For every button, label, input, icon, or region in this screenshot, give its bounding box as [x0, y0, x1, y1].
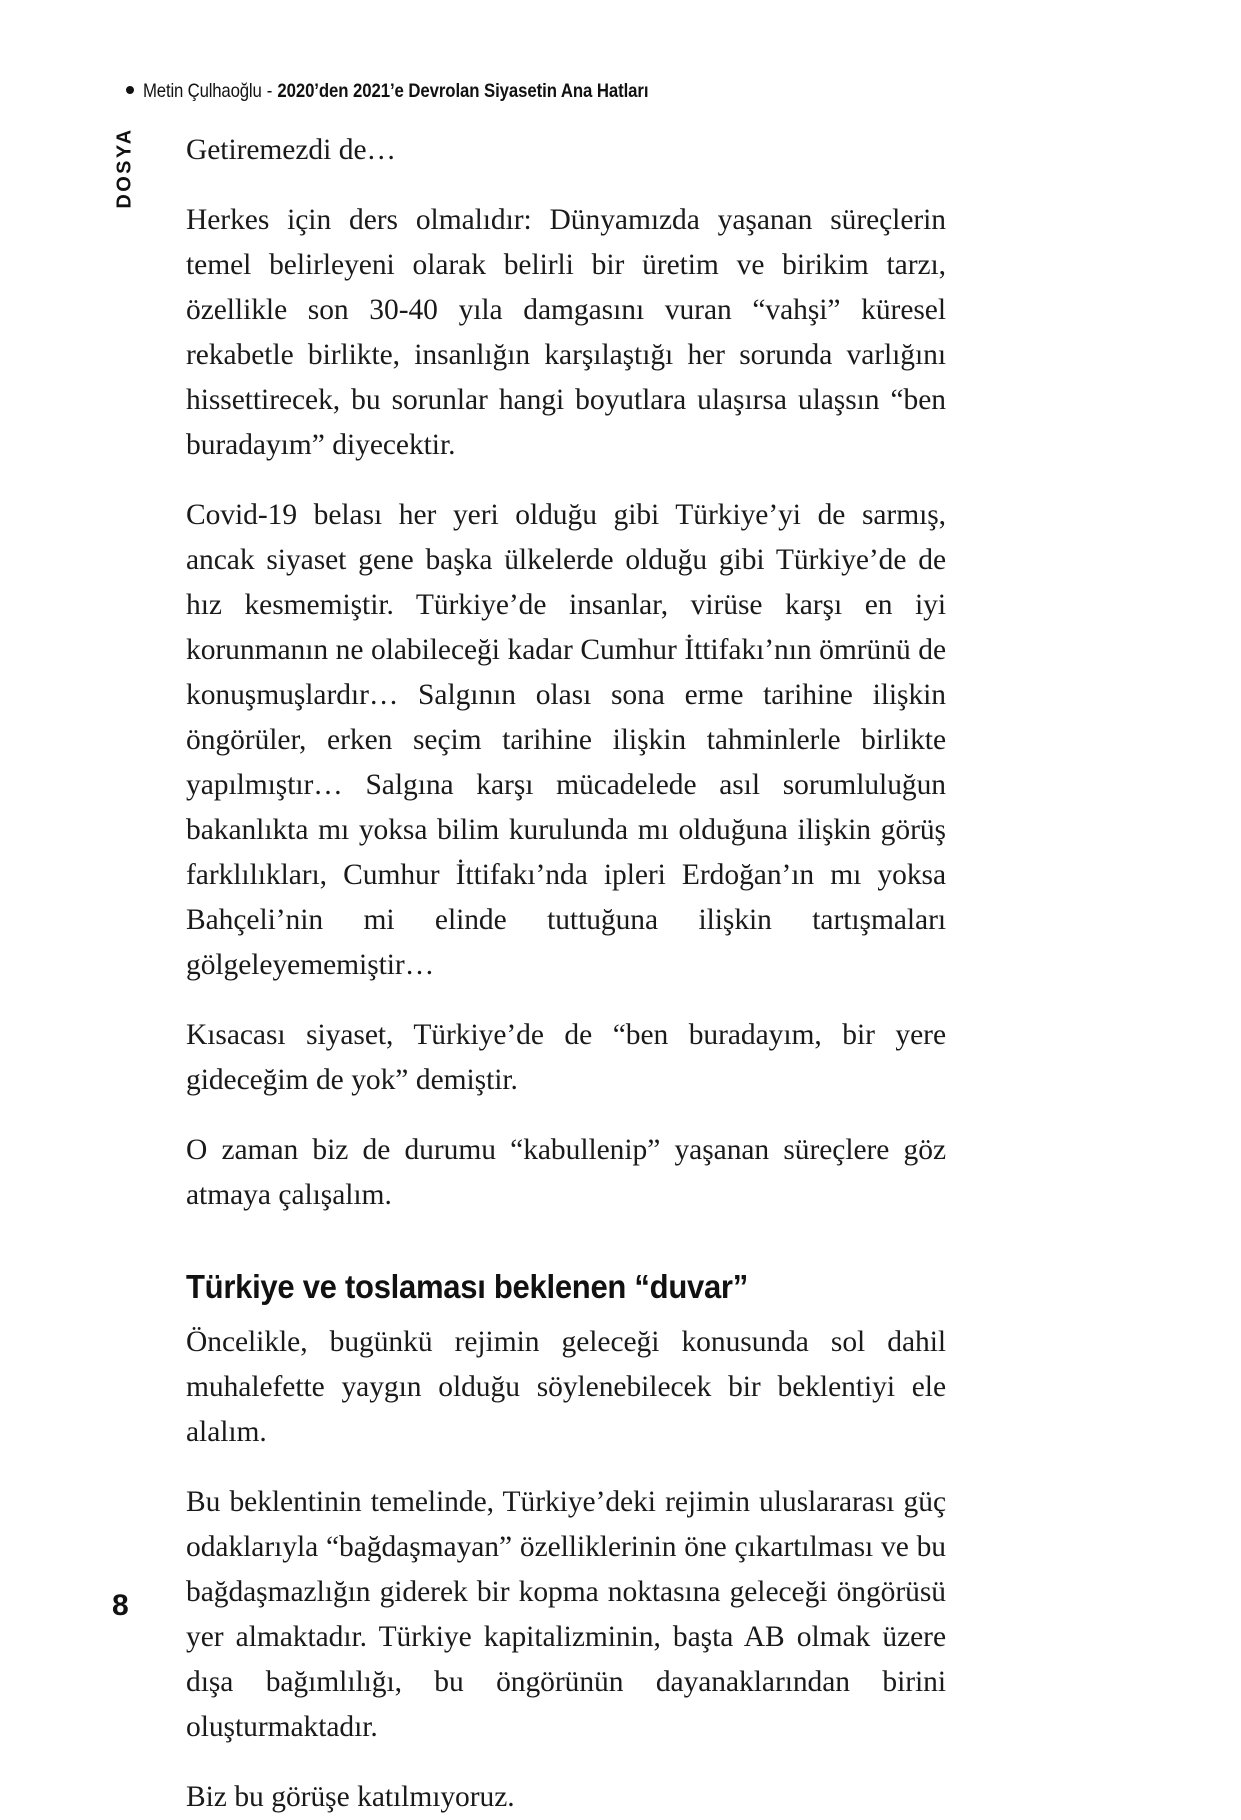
running-header-text [143, 80, 648, 103]
paragraph: O zaman biz de durumu “kabullenip” yaşanan süreçlere göz atmaya çalışalım. [186, 1134, 946, 1211]
paragraph: Kısacası siyaset, Türkiye’de de “ben buradayım, bir yere gideceğim de yok” demiştir. [186, 1019, 946, 1096]
section-tab [108, 108, 142, 228]
paragraph: Herkes için ders olmalıdır: Dünyamızda yaşanan süreçlerin temel belirleyeni olarak belirli bir üretim ve birikim tarzı, özellikle son 30-40 yıla damgasını vuran “vahşi” küresel rekabetle birlikte, insanlığın karşılaştığı her sorunda varlığını hissettirecek, bu sorunlar hangi boyutlara ulaşırsa ulaşsın “ben buradayım” diyecektir. [186, 204, 946, 461]
body-text-column [186, 128, 946, 1820]
paragraph: Bu beklentinin temelinde, Türkiye’deki rejimin uluslararası güç odaklarıyla “bağdaşmayan” özelliklerinin öne çıkartılması ve bu bağdaşmazlığın giderek bir kopma noktasına geleceği öngörüsü yer almaktadır. Türkiye kapitalizminin, başta AB olmak üzere dışa bağımlılığı, bu öngörünün dayanaklarından birini oluşturmaktadır. [186, 1486, 946, 1743]
paragraph: Covid-19 belası her yeri olduğu gibi Türkiye’yi de sarmış, ancak siyaset gene başka ülkelerde olduğu gibi Türkiye’de de hız kesmemiştir. Türkiye’de insanlar, virüse karşı en iyi korunmanın ne olabileceği kadar Cumhur İttifakı’nın ömrünü de konuşmuşlardır… Salgının olası sona erme tarihine ilişkin öngörüler, erken seçim tarihine ilişkin tahminlerle birlikte yapılmıştır… Salgına karşı mücadelede asıl sorumluluğun bakanlıkta mı yoksa bilim kurulunda mı olduğuna ilişkin görüş farklılıkları, Cumhur İttifakı’nda ipleri Erdoğan’ın mı yoksa Bahçeli’nin mi elinde tuttuğuna ilişkin tartışmaları gölgeleyememiştir… [186, 499, 946, 981]
section-heading: Türkiye ve toslaması beklenen “duvar” [186, 1268, 748, 1305]
running-header-article-title: 2020’den 2021’e Devrolan Siyasetin Ana Hatları [277, 80, 649, 102]
paragraph: Öncelikle, bugünkü rejimin geleceği konusunda sol dahil muhalefette yaygın olduğu söylenebilecek bir beklentiyi ele alalım. [186, 1326, 946, 1448]
page-number: 8 [112, 1589, 129, 1622]
running-header-separator: - [266, 80, 273, 102]
paragraph: Getiremezdi de… [186, 134, 396, 166]
section-tab-label: DOSYA [113, 127, 136, 209]
paragraph: Biz bu görüşe katılmıyoruz. [186, 1781, 515, 1813]
bullet-dot-icon [126, 86, 134, 94]
running-header-author: Metin Çulhaoğlu [143, 80, 262, 102]
running-header [126, 80, 946, 103]
